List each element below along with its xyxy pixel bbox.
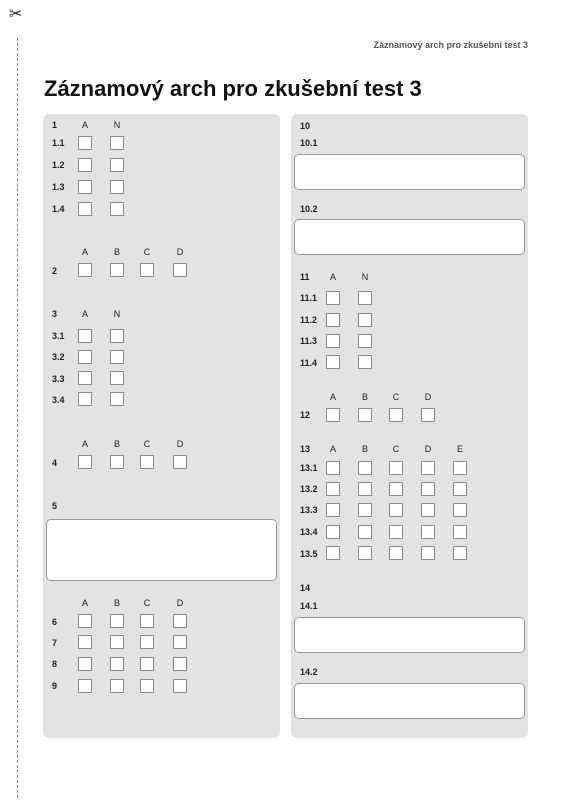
header-b: B: [113, 439, 120, 449]
header-b: B: [361, 444, 368, 454]
checkbox-2-c[interactable]: [140, 263, 154, 277]
checkbox-3-1-a[interactable]: [78, 329, 92, 343]
question-5-label: 5: [52, 501, 58, 511]
header-n: N: [361, 272, 369, 282]
checkbox-13-4-d[interactable]: [421, 525, 435, 539]
checkbox-3-3-a[interactable]: [78, 371, 92, 385]
checkbox-13-2-d[interactable]: [421, 482, 435, 496]
header-b: B: [361, 392, 368, 402]
header-d: D: [424, 444, 432, 454]
checkbox-12-b[interactable]: [358, 408, 372, 422]
checkbox-13-3-e[interactable]: [453, 503, 467, 517]
item-label: 3.3: [52, 374, 65, 384]
header-d: D: [176, 439, 184, 449]
checkbox-1-4-n[interactable]: [110, 202, 124, 216]
checkbox-11-1-n[interactable]: [358, 291, 372, 305]
checkbox-13-1-e[interactable]: [453, 461, 467, 475]
item-label: 3.1: [52, 331, 65, 341]
header-d: D: [424, 392, 432, 402]
right-answer-panel: [291, 114, 528, 738]
checkbox-13-1-b[interactable]: [358, 461, 372, 475]
checkbox-13-2-a[interactable]: [326, 482, 340, 496]
item-label: 13.4: [300, 527, 318, 537]
header-n: N: [113, 120, 121, 130]
checkbox-13-1-a[interactable]: [326, 461, 340, 475]
checkbox-13-3-d[interactable]: [421, 503, 435, 517]
header-c: C: [143, 598, 151, 608]
checkbox-13-1-d[interactable]: [421, 461, 435, 475]
item-label: 9: [52, 681, 58, 691]
checkbox-13-4-a[interactable]: [326, 525, 340, 539]
checkbox-11-3-a[interactable]: [326, 334, 340, 348]
question-1-label: 1: [52, 120, 58, 130]
answer-field-10-2[interactable]: [294, 219, 525, 255]
header-a: A: [329, 444, 336, 454]
checkbox-12-c[interactable]: [389, 408, 403, 422]
item-label: 3.2: [52, 352, 65, 362]
checkbox-13-4-c[interactable]: [389, 525, 403, 539]
checkbox-11-2-a[interactable]: [326, 313, 340, 327]
item-label: 3.4: [52, 395, 65, 405]
checkbox-12-d[interactable]: [421, 408, 435, 422]
checkbox-7-d[interactable]: [173, 635, 187, 649]
sub-question-label: 10.1: [300, 138, 318, 148]
question-14-label: 14: [300, 583, 311, 593]
sub-question-label: 10.2: [300, 204, 318, 214]
checkbox-13-1-c[interactable]: [389, 461, 403, 475]
cut-line: [17, 38, 18, 798]
checkbox-4-b[interactable]: [110, 455, 124, 469]
header-b: B: [113, 247, 120, 257]
checkbox-1-2-a[interactable]: [78, 158, 92, 172]
item-label: 11.4: [300, 358, 318, 368]
item-label: 1.2: [52, 160, 65, 170]
item-label: 13.5: [300, 549, 318, 559]
checkbox-13-3-b[interactable]: [358, 503, 372, 517]
checkbox-3-2-n[interactable]: [110, 350, 124, 364]
checkbox-3-2-a[interactable]: [78, 350, 92, 364]
question-13-label: 13: [300, 444, 311, 454]
checkbox-1-4-a[interactable]: [78, 202, 92, 216]
checkbox-13-5-b[interactable]: [358, 546, 372, 560]
checkbox-1-3-a[interactable]: [78, 180, 92, 194]
checkbox-9-a[interactable]: [78, 679, 92, 693]
checkbox-13-2-e[interactable]: [453, 482, 467, 496]
checkbox-11-4-a[interactable]: [326, 355, 340, 369]
item-label: 11.3: [300, 336, 318, 346]
checkbox-1-2-n[interactable]: [110, 158, 124, 172]
checkbox-7-c[interactable]: [140, 635, 154, 649]
checkbox-13-5-c[interactable]: [389, 546, 403, 560]
header-a: A: [81, 439, 88, 449]
item-label: 6: [52, 617, 58, 627]
item-label: 7: [52, 638, 58, 648]
header-e: E: [456, 444, 463, 454]
checkbox-1-1-a[interactable]: [78, 136, 92, 150]
checkbox-13-4-e[interactable]: [453, 525, 467, 539]
header-a: A: [329, 272, 336, 282]
checkbox-8-a[interactable]: [78, 657, 92, 671]
header-n: N: [113, 309, 121, 319]
checkbox-8-d[interactable]: [173, 657, 187, 671]
question-10-label: 10: [300, 121, 311, 131]
checkbox-13-3-a[interactable]: [326, 503, 340, 517]
question-3-label: 3: [52, 309, 58, 319]
checkbox-4-d[interactable]: [173, 455, 187, 469]
header-c: C: [143, 247, 151, 257]
checkbox-13-5-d[interactable]: [421, 546, 435, 560]
sub-question-label: 14.2: [300, 667, 318, 677]
header-d: D: [176, 598, 184, 608]
checkbox-11-2-n[interactable]: [358, 313, 372, 327]
checkbox-3-4-n[interactable]: [110, 392, 124, 406]
checkbox-6-c[interactable]: [140, 614, 154, 628]
checkbox-13-3-c[interactable]: [389, 503, 403, 517]
checkbox-11-1-a[interactable]: [326, 291, 340, 305]
item-label: 8: [52, 659, 58, 669]
checkbox-8-c[interactable]: [140, 657, 154, 671]
checkbox-13-2-b[interactable]: [358, 482, 372, 496]
checkbox-2-a[interactable]: [78, 263, 92, 277]
left-answer-panel: [43, 114, 280, 738]
checkbox-3-4-a[interactable]: [78, 392, 92, 406]
page-title: Záznamový arch pro zkušební test 3: [44, 76, 422, 101]
header-c: C: [143, 439, 151, 449]
answer-field-14-2[interactable]: [294, 683, 525, 719]
header-d: D: [176, 247, 184, 257]
header-a: A: [81, 598, 88, 608]
checkbox-6-d[interactable]: [173, 614, 187, 628]
header-a: A: [81, 120, 88, 130]
checkbox-13-4-b[interactable]: [358, 525, 372, 539]
item-label: 1.4: [52, 204, 65, 214]
question-4-label: 4: [52, 458, 58, 468]
checkbox-3-1-n[interactable]: [110, 329, 124, 343]
answer-field-14-1[interactable]: [294, 617, 525, 653]
checkbox-6-a[interactable]: [78, 614, 92, 628]
checkbox-9-b[interactable]: [110, 679, 124, 693]
checkbox-7-b[interactable]: [110, 635, 124, 649]
checkbox-4-c[interactable]: [140, 455, 154, 469]
checkbox-7-a[interactable]: [78, 635, 92, 649]
answer-field-10-1[interactable]: [294, 154, 525, 190]
checkbox-13-5-a[interactable]: [326, 546, 340, 560]
question-2-label: 2: [52, 266, 58, 276]
item-label: 13.3: [300, 505, 318, 515]
header-c: C: [392, 392, 400, 402]
item-label: 11.2: [300, 315, 318, 325]
header-c: C: [392, 444, 400, 454]
question-11-label: 11: [300, 272, 310, 282]
checkbox-1-3-n[interactable]: [110, 180, 124, 194]
item-label: 11.1: [300, 293, 318, 303]
header-b: B: [113, 598, 120, 608]
checkbox-4-a[interactable]: [78, 455, 92, 469]
checkbox-11-4-n[interactable]: [358, 355, 372, 369]
checkbox-2-d[interactable]: [173, 263, 187, 277]
header-a: A: [81, 247, 88, 257]
item-label: 1.3: [52, 182, 65, 192]
checkbox-11-3-n[interactable]: [358, 334, 372, 348]
checkbox-13-5-e[interactable]: [453, 546, 467, 560]
checkbox-9-d[interactable]: [173, 679, 187, 693]
checkbox-3-3-n[interactable]: [110, 371, 124, 385]
item-label: 13.1: [300, 463, 318, 473]
header-a: A: [81, 309, 88, 319]
scissors-icon: ✂: [9, 4, 23, 23]
sub-question-label: 14.1: [300, 601, 318, 611]
checkbox-9-c[interactable]: [140, 679, 154, 693]
question-12-label: 12: [300, 410, 311, 420]
item-label: 1.1: [52, 138, 65, 148]
checkbox-8-b[interactable]: [110, 657, 124, 671]
item-label: 13.2: [300, 484, 318, 494]
answer-field-5[interactable]: [46, 519, 277, 581]
checkbox-6-b[interactable]: [110, 614, 124, 628]
checkbox-1-1-n[interactable]: [110, 136, 124, 150]
checkbox-2-b[interactable]: [110, 263, 124, 277]
running-head: Záznamový arch pro zkušební test 3: [373, 40, 528, 50]
checkbox-12-a[interactable]: [326, 408, 340, 422]
checkbox-13-2-c[interactable]: [389, 482, 403, 496]
header-a: A: [329, 392, 336, 402]
